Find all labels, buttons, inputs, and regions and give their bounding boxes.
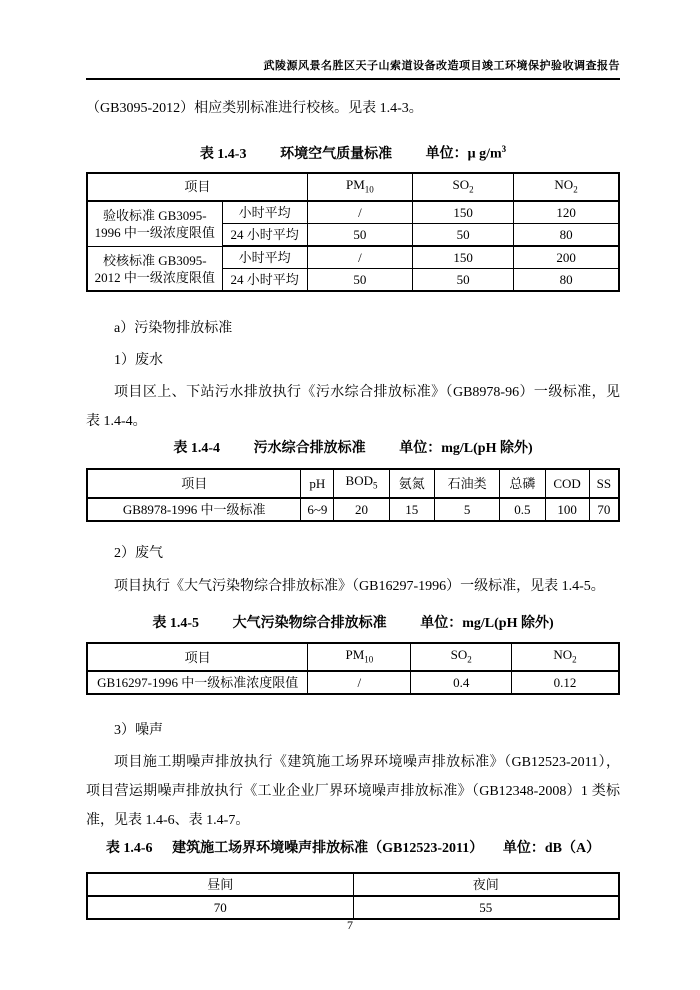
table-air-emission xyxy=(86,642,620,696)
table-header-row xyxy=(87,173,619,202)
heading-noise: 3）噪声 xyxy=(114,723,163,739)
header-cell-ph: pH xyxy=(301,469,334,498)
period-cell: 小时平均 xyxy=(222,201,307,224)
paragraph-noise: 项目施工期噪声排放执行《建筑施工场界环境噪声排放标准》（GB12523-2011），项目营运期噪声排放执行《工业企业厂界环境噪声排放标准》（GB12348-2008）1 类标准，见表 1.4-6、表 1.4-7。 xyxy=(86,755,620,829)
header-cell-so2: $SO_2$ xyxy=(411,643,512,672)
table-header-row xyxy=(87,873,619,896)
table-name: 建筑施工场界环境噪声排放标准（GB12523-2011） xyxy=(172,841,484,857)
header-cell-phosphorus: 总磷 xyxy=(500,469,545,498)
heading-pollutant-standards: a）污染物排放标准 xyxy=(114,321,233,337)
table-construction-noise xyxy=(86,872,620,920)
table-construction-noise-title xyxy=(86,839,620,859)
page-number: 7 xyxy=(347,918,353,932)
table-air-emission-title xyxy=(86,614,620,634)
group-label-cell: 验收标准 GB3095-1996 中一级浓度限值 xyxy=(87,201,222,246)
header-cell-pm10: $PM_{10}$ xyxy=(308,643,411,672)
value-cell: / xyxy=(307,201,412,224)
table-label: 表 1.4-4 xyxy=(173,441,221,457)
table-unit: 单位：mg/L(pH 除外) xyxy=(420,615,554,631)
table-unit: 单位：μ $g/m^3$ xyxy=(425,144,507,162)
header-cell-ss: SS xyxy=(589,469,619,498)
header-cell-pm10: $PM_{10}$ xyxy=(307,173,412,202)
table-wastewater xyxy=(86,468,620,522)
table-row xyxy=(87,498,619,521)
row-label-cell: GB8978-1996 中一级标准 xyxy=(87,498,301,521)
period-cell: 小时平均 xyxy=(222,246,307,269)
value-cell: 70 xyxy=(87,896,353,919)
period-cell: 24 小时平均 xyxy=(222,269,307,292)
value-cell: 50 xyxy=(413,224,514,247)
period-cell: 24 小时平均 xyxy=(222,224,307,247)
paragraph-intro: （GB3095-2012）相应类别标准进行校核。见表 1.4-3。 xyxy=(86,101,423,116)
value-cell: 20 xyxy=(334,498,389,521)
table-unit: 单位：mg/L(pH 除外) xyxy=(399,441,533,457)
group-label-cell: 校核标准 GB3095-2012 中一级浓度限值 xyxy=(87,246,222,291)
table-name: 污水综合排放标准 xyxy=(253,441,366,457)
table-label: 表 1.4-3 xyxy=(199,146,247,162)
header-cell-item: 项目 xyxy=(87,173,307,202)
value-cell: 0.4 xyxy=(411,671,512,694)
table-header-row xyxy=(87,469,619,498)
document-header xyxy=(86,0,620,80)
header-cell-no2: $NO_2$ xyxy=(512,643,619,672)
value-cell: 200 xyxy=(514,246,619,269)
header-cell-petroleum: 石油类 xyxy=(434,469,499,498)
value-cell: 50 xyxy=(307,224,412,247)
table-air-quality xyxy=(86,172,620,293)
value-cell: 150 xyxy=(413,201,514,224)
table-unit: 单位：dB（A） xyxy=(502,841,601,857)
header-title: 武陵源风景名胜区天子山索道设备改造项目竣工环境保护验收调查报告 xyxy=(263,60,620,72)
table-air-quality-title xyxy=(86,139,620,165)
value-cell: 120 xyxy=(514,201,619,224)
value-cell: / xyxy=(308,671,411,694)
header-cell-bod5: $BOD_5$ xyxy=(334,469,389,498)
header-cell-cod: COD xyxy=(545,469,589,498)
value-cell: 15 xyxy=(389,498,434,521)
header-cell-item: 项目 xyxy=(87,643,308,672)
value-cell: 6~9 xyxy=(301,498,334,521)
header-cell-ammonia: 氨氮 xyxy=(389,469,434,498)
table-row xyxy=(87,896,619,919)
value-cell: 0.12 xyxy=(512,671,619,694)
row-label-cell: GB16297-1996 中一级标准浓度限值 xyxy=(87,671,308,694)
table-row xyxy=(87,246,619,269)
value-cell: 5 xyxy=(434,498,499,521)
value-cell: 80 xyxy=(514,269,619,292)
value-cell: 80 xyxy=(514,224,619,247)
header-cell-so2: $SO_2$ xyxy=(413,173,514,202)
header-cell-item: 项目 xyxy=(87,469,301,498)
table-name: 大气污染物综合排放标准 xyxy=(232,615,387,631)
heading-exhaust-gas: 2）废气 xyxy=(114,545,163,561)
value-cell: 0.5 xyxy=(500,498,545,521)
header-cell-nighttime: 夜间 xyxy=(353,873,619,896)
paragraph-wastewater: 项目区上、下站污水排放执行《污水综合排放标准》（GB8978-96）一级标准，见表 1.4-4。 xyxy=(86,385,620,430)
table-label: 表 1.4-5 xyxy=(152,615,200,631)
heading-wastewater: 1）废水 xyxy=(114,353,163,369)
table-row xyxy=(87,201,619,224)
header-cell-no2: $NO_2$ xyxy=(514,173,619,202)
header-cell-daytime: 昼间 xyxy=(87,873,353,896)
value-cell: 70 xyxy=(589,498,619,521)
value-cell: / xyxy=(307,246,412,269)
table-name: 环境空气质量标准 xyxy=(280,146,393,162)
table-row xyxy=(87,671,619,694)
value-cell: 50 xyxy=(307,269,412,292)
table-header-row xyxy=(87,643,619,672)
table-wastewater-title xyxy=(86,439,620,459)
value-cell: 55 xyxy=(353,896,619,919)
value-cell: 50 xyxy=(413,269,514,292)
value-cell: 100 xyxy=(545,498,589,521)
value-cell: 150 xyxy=(413,246,514,269)
table-label: 表 1.4-6 xyxy=(105,841,153,857)
paragraph-exhaust-gas: 项目执行《大气污染物综合排放标准》（GB16297-1996）一级标准，见表 1.4-5。 xyxy=(114,578,605,594)
